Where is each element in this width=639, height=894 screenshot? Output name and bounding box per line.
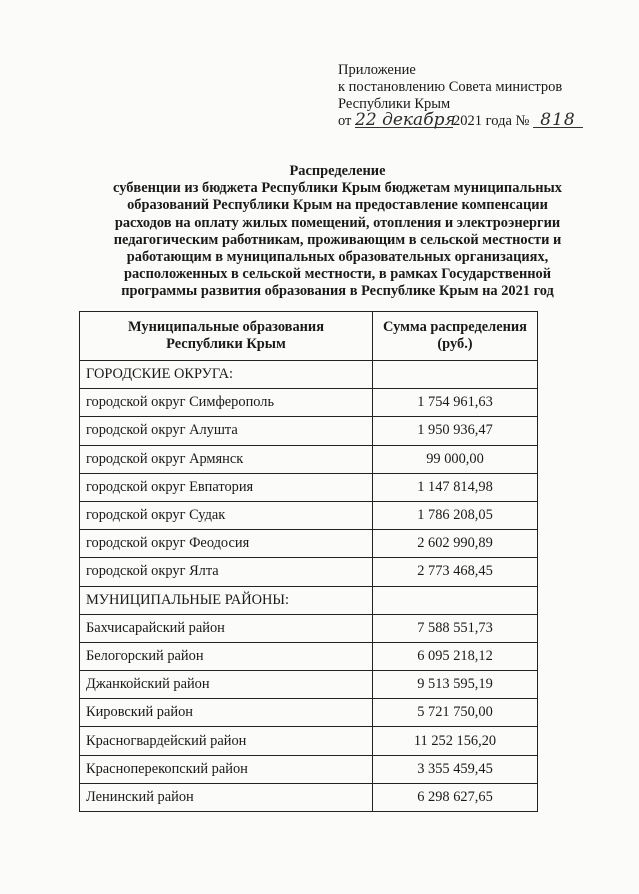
table-row <box>80 642 538 670</box>
header-municipality <box>80 312 373 361</box>
municipality-cell: городской округ Феодосия <box>80 530 373 558</box>
table-row <box>80 558 538 586</box>
appendix-block <box>338 62 583 130</box>
table-row <box>80 671 538 699</box>
sum-cell: 1 950 936,47 <box>373 417 538 445</box>
sum-cell: 11 252 156,20 <box>373 727 538 755</box>
municipality-cell: городской округ Алушта <box>80 417 373 445</box>
appendix-republic: Республики Крым <box>338 96 451 112</box>
sum-cell <box>373 586 538 614</box>
handwritten-date: 22 декабря <box>355 110 456 130</box>
sum-cell: 99 000,00 <box>373 445 538 473</box>
table-row <box>80 614 538 642</box>
header-sum <box>373 312 538 361</box>
table-row <box>80 586 538 614</box>
sum-cell: 1 754 961,63 <box>373 389 538 417</box>
sum-cell: 2 602 990,89 <box>373 530 538 558</box>
header-sum-line1: Сумма распределения <box>383 319 527 335</box>
table-header-row <box>80 312 538 361</box>
handwritten-number: 818 <box>533 113 583 128</box>
header-sum-line2: (руб.) <box>437 336 473 352</box>
title-line: работающим в муниципальных образовательных организациях, <box>126 249 549 266</box>
municipality-cell: городской округ Судак <box>80 501 373 529</box>
municipality-cell: Ленинский район <box>80 783 373 811</box>
section-heading-cell: МУНИЦИПАЛЬНЫЕ РАЙОНЫ: <box>80 586 373 614</box>
section-heading-cell: ГОРОДСКИЕ ОКРУГА: <box>80 361 373 389</box>
table-row <box>80 445 538 473</box>
table-row <box>80 783 538 811</box>
table-row <box>80 501 538 529</box>
document-title <box>70 163 605 301</box>
sum-cell: 1 786 208,05 <box>373 501 538 529</box>
table-row <box>80 727 538 755</box>
sum-cell: 2 773 468,45 <box>373 558 538 586</box>
title-line: педагогическим работникам, проживающим в сельской местности и <box>113 231 562 248</box>
date-prefix: от <box>338 113 352 129</box>
municipality-cell: Кировский район <box>80 699 373 727</box>
sum-cell: 7 588 551,73 <box>373 614 538 642</box>
municipality-cell: городской округ Армянск <box>80 445 373 473</box>
sum-cell: 1 147 814,98 <box>373 473 538 501</box>
table-row <box>80 530 538 558</box>
municipality-cell: городской округ Симферополь <box>80 389 373 417</box>
municipality-cell: Бахчисарайский район <box>80 614 373 642</box>
municipality-cell: городской округ Евпатория <box>80 473 373 501</box>
year-text: 2021 года № <box>453 113 530 129</box>
municipality-cell: Красноперекопский район <box>80 755 373 783</box>
municipality-cell: городской округ Ялта <box>80 558 373 586</box>
sum-cell: 6 095 218,12 <box>373 642 538 670</box>
table-row <box>80 473 538 501</box>
sum-cell: 3 355 459,45 <box>373 755 538 783</box>
table-row <box>80 699 538 727</box>
municipality-cell: Джанкойский район <box>80 671 373 699</box>
title-line: расположенных в сельской местности, в рамках Государственной <box>123 266 552 283</box>
distribution-table <box>79 311 538 812</box>
sum-cell: 5 721 750,00 <box>373 699 538 727</box>
municipality-cell: Белогорский район <box>80 642 373 670</box>
title-line: программы развития образования в Республике Крым на 2021 год <box>121 283 554 300</box>
table-row <box>80 755 538 783</box>
header-municipality-line2: Республики Крым <box>166 336 286 352</box>
appendix-label: Приложение <box>338 62 416 78</box>
title-line: субвенции из бюджета Республики Крым бюджетам муниципальных <box>113 180 562 197</box>
table-row <box>80 361 538 389</box>
table-row <box>80 417 538 445</box>
sum-cell: 9 513 595,19 <box>373 671 538 699</box>
header-municipality-line1: Муниципальные образования <box>127 319 325 335</box>
table-row <box>80 389 538 417</box>
appendix-date-line <box>338 110 583 130</box>
title-line: образований Республики Крым на предоставление компенсации <box>127 197 548 214</box>
municipality-cell: Красногвардейский район <box>80 727 373 755</box>
appendix-resolution: к постановлению Совета министров <box>338 79 563 95</box>
sum-cell: 6 298 627,65 <box>373 783 538 811</box>
sum-cell <box>373 361 538 389</box>
title-line: расходов на оплату жилых помещений, отопления и электроэнергии <box>114 214 561 231</box>
title-heading: Распределение <box>289 163 386 179</box>
